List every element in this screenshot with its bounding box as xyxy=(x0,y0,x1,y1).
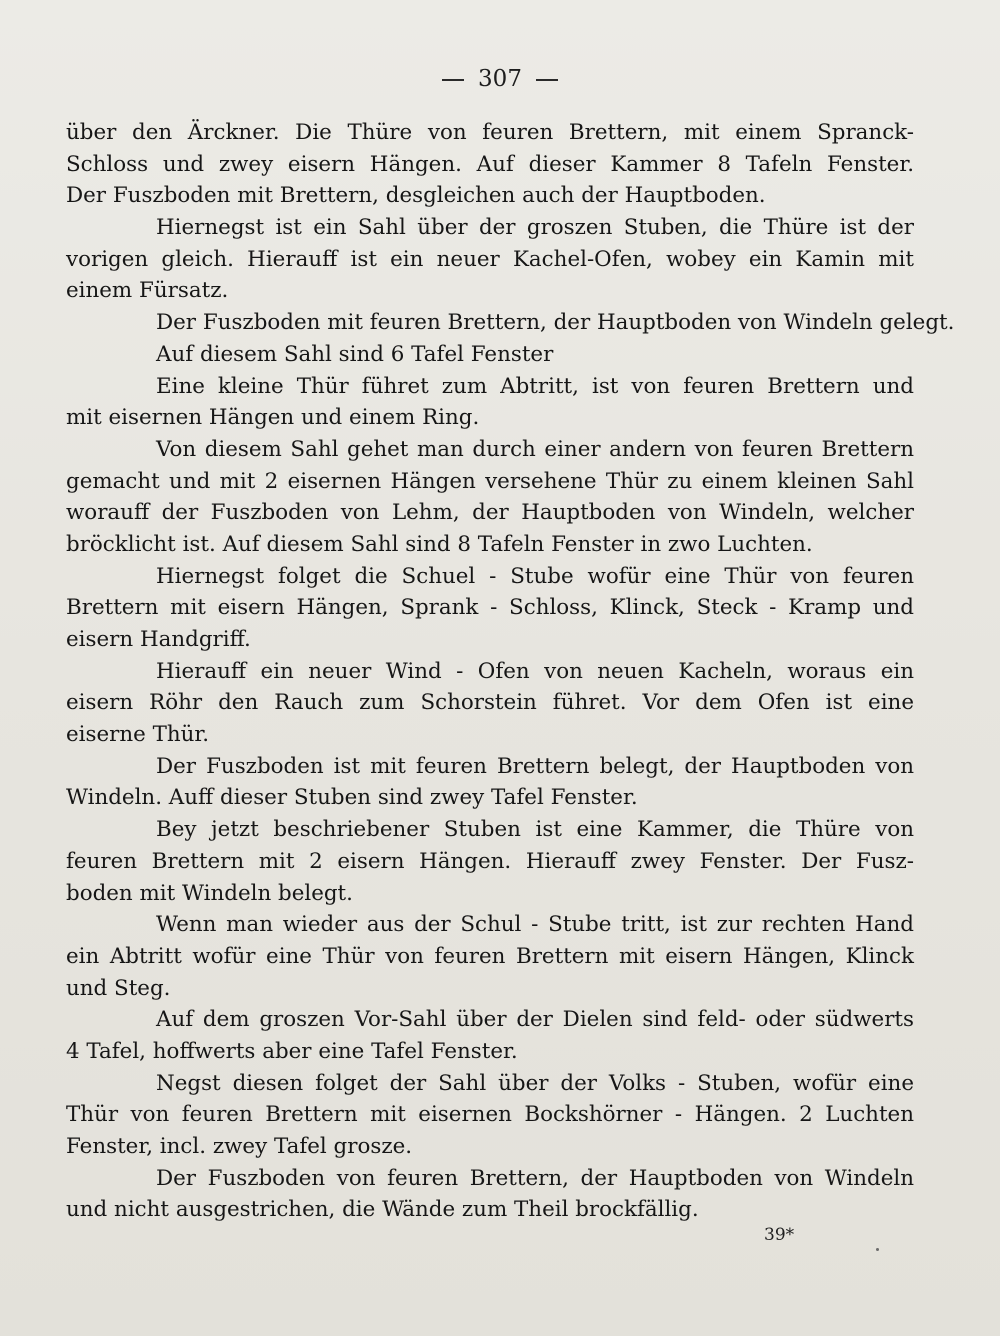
text-line: Hiernegst ist ein Sahl über der groszen Stuben, die Thüre ist der xyxy=(156,215,914,241)
header-dash-left xyxy=(442,79,464,81)
page-header xyxy=(0,66,1000,92)
text-line: mit eisernen Hängen und einem Ring. xyxy=(66,405,480,431)
text-line: Auf dem groszen Vor-Sahl über der Dielen sind feld- oder südwerts xyxy=(156,1007,914,1033)
text-line: eiserne Thür. xyxy=(66,722,210,748)
signature-mark: 39* xyxy=(764,1225,795,1245)
text-line: Wenn man wieder aus der Schul - Stube tritt, ist zur rechten Hand xyxy=(156,912,914,938)
body-text xyxy=(66,117,955,1226)
text-line: Bey jetzt beschriebener Stuben ist eine Kammer, die Thüre von xyxy=(156,817,914,843)
text-line: 4 Tafel, hoffwerts aber eine Tafel Fenster. xyxy=(66,1038,518,1064)
text-line: eisern Röhr den Rauch zum Schorstein führet. Vor dem Ofen ist eine xyxy=(66,690,914,716)
text-line: Fenster, incl. zwey Tafel grosze. xyxy=(66,1134,413,1159)
text-line: eisern Handgriff. xyxy=(66,627,251,652)
text-line: über den Ärckner. Die Thüre von feuren Brettern, mit einem Spranck- xyxy=(66,120,914,145)
text-line: bröcklicht ist. Auf diesem Sahl sind 8 Tafeln Fenster in zwo Luchten. xyxy=(66,531,813,557)
text-line: Eine kleine Thür führet zum Abtritt, ist von feuren Brettern und xyxy=(156,373,914,399)
text-line: boden mit Windeln belegt. xyxy=(66,880,353,906)
ink-speck xyxy=(876,1248,879,1251)
text-line: Von diesem Sahl gehet man durch einer andern von feuren Brettern xyxy=(156,436,914,462)
text-line: Brettern mit eisern Hängen, Sprank - Schloss, Klinck, Steck - Kramp und xyxy=(66,595,914,621)
text-line: Der Fuszboden von feuren Brettern, der Hauptboden von Windeln xyxy=(156,1165,914,1191)
text-line: Hiernegst folget die Schuel - Stube wofür eine Thür von feuren xyxy=(156,563,914,589)
text-line: feuren Brettern mit 2 eisern Hängen. Hierauff zwey Fenster. Der Fusz- xyxy=(66,848,914,874)
text-line: gemacht und mit 2 eisernen Hängen versehene Thür zu einem kleinen Sahl xyxy=(66,468,914,494)
text-line: Thür von feuren Brettern mit eisernen Bockshörner - Hängen. 2 Luchten xyxy=(66,1102,914,1128)
text-line: ein Abtritt wofür eine Thür von feuren Brettern mit eisern Hängen, Klinck xyxy=(66,943,914,969)
text-line: Der Fuszboden mit feuren Brettern, der Hauptboden von Windeln gelegt. xyxy=(156,310,955,336)
text-line: und nicht ausgestrichen, die Wände zum Theil brockfällig. xyxy=(66,1197,699,1223)
text-line: vorigen gleich. Hierauff ist ein neuer Kachel-Ofen, wobey ein Kamin mit xyxy=(66,246,914,272)
text-line: Negst diesen folget der Sahl über der Volks - Stuben, wofür eine xyxy=(156,1070,914,1096)
text-line: einem Fürsatz. xyxy=(66,278,229,304)
text-line: Der Fuszboden ist mit feuren Brettern belegt, der Hauptboden von xyxy=(156,753,914,779)
text-line: Auf diesem Sahl sind 6 Tafel Fenster xyxy=(156,341,554,367)
text-line: Windeln. Auff dieser Stuben sind zwey Tafel Fenster. xyxy=(66,785,638,811)
text-line: worauff der Fuszboden von Lehm, der Hauptboden von Windeln, welcher xyxy=(66,500,914,526)
text-line: Hierauff ein neuer Wind - Ofen von neuen Kacheln, woraus ein xyxy=(156,658,914,684)
text-line: Schloss und zwey eisern Hängen. Auf dieser Kammer 8 Tafeln Fenster. xyxy=(66,151,914,177)
page-number: 307 xyxy=(478,66,522,92)
text-line: Der Fuszboden mit Brettern, desgleichen auch der Hauptboden. xyxy=(66,183,766,209)
header-dash-right xyxy=(536,79,558,81)
text-line: und Steg. xyxy=(66,975,171,1001)
